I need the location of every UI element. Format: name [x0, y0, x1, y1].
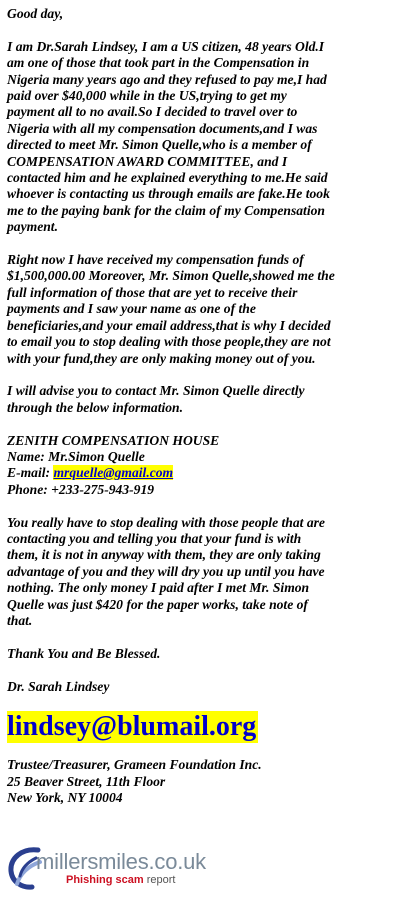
intro-line: directed to meet Mr. Simon Quelle,who is a member of — [7, 137, 312, 153]
warning-line: Quelle was just $420 for the paper works, take note of — [7, 596, 308, 612]
intro-line: payment. — [7, 219, 58, 235]
funds-line: Right now I have received my compensation funds of — [7, 252, 304, 268]
signature: Dr. Sarah Lindsey — [7, 678, 110, 694]
footer-line: New York, NY 10004 — [7, 790, 123, 806]
footer-address — [7, 757, 403, 806]
intro-line: paid over $40,000 while in the US,trying to get my — [7, 88, 287, 104]
intro-line: Nigeria with all my compensation documents,and I was — [7, 120, 318, 136]
warning-paragraph — [7, 515, 403, 630]
millersmiles-logo[interactable] — [8, 844, 238, 892]
logo-tag-strong: Phishing scam — [66, 874, 144, 886]
sender-email-link[interactable]: lindsey@blumail.org — [7, 711, 257, 743]
contact-email-row — [7, 465, 403, 481]
contact-email-link[interactable]: mrquelle@gmail.com — [53, 465, 174, 481]
contact-house: ZENITH COMPENSATION HOUSE — [7, 432, 220, 448]
advise-line: through the below information. — [7, 399, 184, 415]
intro-line: payment all to no avail.So I decided to travel over to — [7, 104, 298, 120]
contact-email-label: E-mail: — [7, 465, 54, 481]
warning-line: advantage of you and they will dry you up until you have — [7, 563, 325, 579]
funds-line: $1,500,000.00 Moreover, Mr. Simon Quelle,showed me the — [7, 268, 335, 284]
intro-line: contacted him and he explained everything to me.He said — [7, 170, 328, 186]
warning-line: You really have to stop dealing with those people that are — [7, 514, 325, 530]
funds-line: with your fund,they are only making money out of you. — [7, 350, 316, 366]
intro-line: am one of those that took part in the Compensation in — [7, 55, 310, 71]
intro-paragraph — [7, 39, 403, 236]
advise-paragraph — [7, 383, 403, 416]
logo-domain-text: millersmiles.co.uk — [36, 849, 206, 874]
email-body — [7, 6, 403, 823]
intro-line: me to the paying bank for the claim of my Compensation — [7, 202, 325, 218]
footer-line: 25 Beaver Street, 11th Floor — [7, 773, 166, 789]
footer-line: Trustee/Treasurer, Grameen Foundation Inc. — [7, 757, 262, 773]
funds-line: to email you to stop dealing with those people,they are not — [7, 334, 331, 350]
contact-phone: Phone: +233-275-943-919 — [7, 481, 155, 497]
funds-paragraph — [7, 252, 403, 367]
thanks-line: Thank You and Be Blessed. — [7, 645, 161, 661]
logo-tag-rest: report — [143, 874, 176, 886]
warning-line: nothing. The only money I paid after I met Mr. Simon — [7, 580, 310, 596]
warning-line: them, it is not in anyway with them, they are only taking — [7, 547, 321, 563]
logo-tagline — [66, 873, 175, 887]
intro-line: COMPENSATION AWARD COMMITTEE, and I — [7, 153, 288, 169]
intro-line: I am Dr.Sarah Lindsey, I am a US citizen, 48 years Old.I — [7, 38, 325, 54]
funds-line: payments and I saw your name as one of the — [7, 301, 256, 317]
warning-line: that. — [7, 612, 33, 628]
contact-block — [7, 433, 403, 499]
warning-line: contacting you and telling you that your fund is with — [7, 530, 302, 546]
contact-name: Name: Mr.Simon Quelle — [7, 448, 145, 464]
intro-line: whoever is contacting us through emails are fake.He took — [7, 186, 330, 202]
funds-line: full information of those that are yet to receive their — [7, 284, 298, 300]
intro-line: Nigeria many years ago and they refused to pay me,I had — [7, 71, 327, 87]
sender-email-block — [7, 711, 403, 743]
advise-line: I will advise you to contact Mr. Simon Quelle directly — [7, 383, 305, 399]
greeting: Good day, — [7, 6, 64, 21]
funds-line: beneficiaries,and your email address,that is why I decided — [7, 317, 331, 333]
